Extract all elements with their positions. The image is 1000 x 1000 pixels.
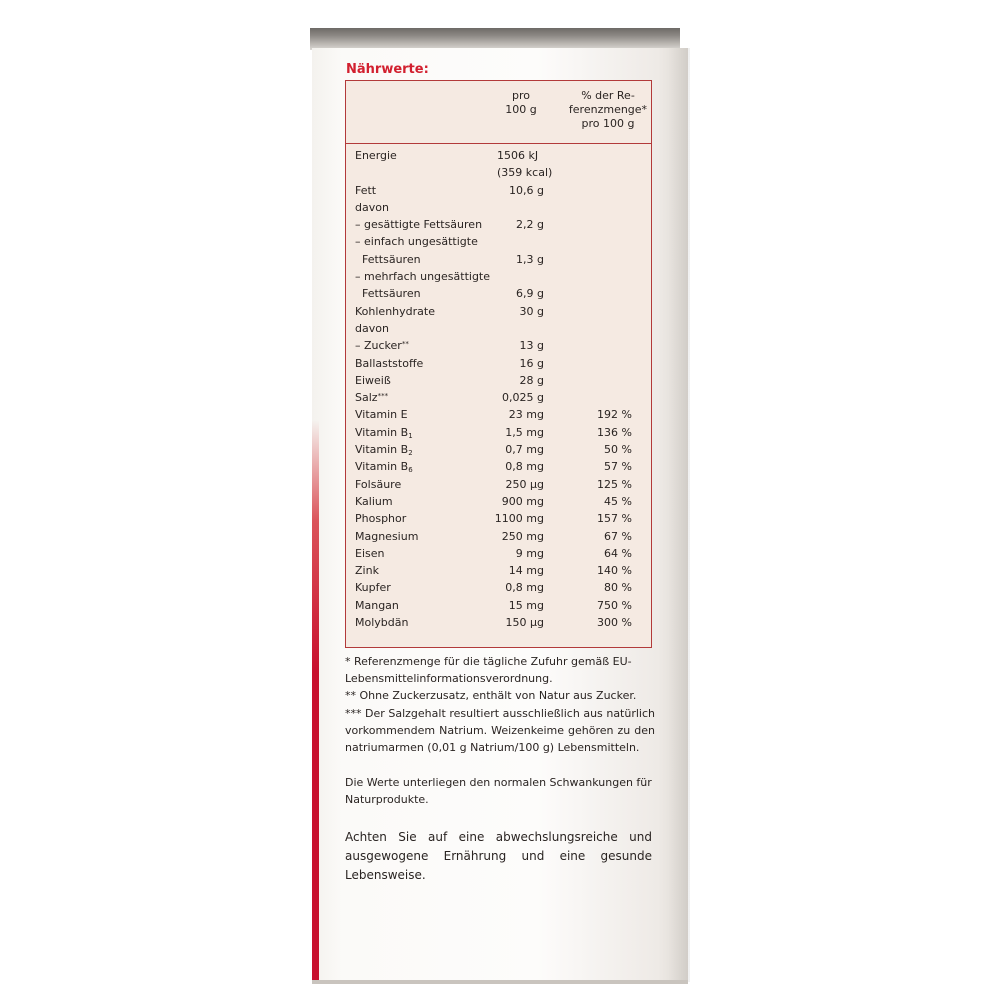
nutrient-name <box>355 355 423 372</box>
nutrient-name <box>355 182 376 199</box>
table-row <box>346 216 651 233</box>
nutrient-name-text: Folsäure <box>355 477 402 491</box>
table-row <box>346 528 651 545</box>
nutrient-reference-percent: 157 % <box>597 512 632 526</box>
nutrient-name-text: – mehrfach ungesättigte <box>355 270 491 284</box>
table-row <box>346 545 651 562</box>
nutrient-reference-percent: 45 % <box>604 494 632 508</box>
nutrient-reference-percent: 140 % <box>597 564 632 578</box>
nutrient-name <box>355 233 478 250</box>
table-row <box>346 597 651 614</box>
table-header <box>346 81 651 144</box>
nutrient-name-text: Salz <box>355 391 378 405</box>
nutrient-amount: 6,9 g <box>516 287 544 301</box>
footnote-sugar: ** Ohne Zuckerzusatz, enthält von Natur aus Zucker. <box>345 689 637 702</box>
nutrient-reference-percent: 192 % <box>597 408 632 422</box>
nutrient-reference-percent: 125 % <box>597 477 632 491</box>
nutrient-subscript: 6 <box>408 466 413 475</box>
nutrient-name <box>355 372 391 389</box>
table-row <box>346 147 651 164</box>
nutrient-reference-percent: 57 % <box>604 460 632 474</box>
column-header-line: % der Re- <box>581 89 635 102</box>
nutrient-name-text: Zink <box>355 564 379 578</box>
nutrient-name <box>355 303 435 320</box>
nutrient-name <box>355 216 482 233</box>
table-row <box>346 458 651 475</box>
table-row <box>346 493 651 510</box>
nutrient-footnote-mark: *** <box>377 392 389 401</box>
table-row <box>346 199 651 216</box>
nutrient-name <box>355 545 384 562</box>
nutrient-name-text: – Zucker <box>355 339 402 353</box>
nutrient-name-text: Energie <box>355 149 397 162</box>
nutrient-name-text: – gesättigte Fettsäuren <box>355 218 483 232</box>
nutrient-name <box>355 476 401 493</box>
nutrient-name <box>355 579 391 596</box>
nutrient-name-text: Kupfer <box>355 581 391 595</box>
nutrient-amount: 1,5 mg <box>505 425 544 439</box>
nutrient-name <box>355 493 393 510</box>
nutrient-name-text: Kalium <box>355 494 393 508</box>
nutrient-name-text: Molybdän <box>355 616 409 630</box>
table-row <box>346 303 651 320</box>
nutrient-name-text: Kohlenhydrate <box>355 304 435 318</box>
nutrient-name <box>355 597 399 614</box>
table-row <box>346 268 651 285</box>
nutrient-name <box>355 251 421 268</box>
table-row <box>346 164 651 181</box>
nutrient-amount: 10,6 g <box>509 183 544 197</box>
footnote-reference: * Referenzmenge für die tägliche Zufuhr gemäß EU-Lebensmittelinformationsverordnung. <box>345 655 632 685</box>
nutrient-amount: 900 mg <box>501 494 544 508</box>
package-edge-shade <box>668 48 690 982</box>
table-row <box>346 233 651 250</box>
nutrient-amount: 0,7 mg <box>505 443 544 457</box>
nutrient-amount: 14 mg <box>508 564 544 578</box>
nutrient-amount: 1100 mg <box>494 512 544 526</box>
nutrient-name-text: – einfach ungesättigte <box>355 235 478 249</box>
nutrient-reference-percent: 136 % <box>597 425 632 439</box>
table-row <box>346 424 651 441</box>
nutrient-amount: 28 g <box>519 373 544 387</box>
nutrient-name <box>355 337 409 354</box>
nutrient-subscript: 1 <box>408 431 413 440</box>
nutrient-name-text: Mangan <box>355 598 399 612</box>
column-header-line: pro 100 g <box>581 117 635 130</box>
table-row <box>346 562 651 579</box>
nutrition-table <box>345 80 652 648</box>
nutrient-name-text: davon <box>355 321 389 335</box>
column-header-line: 100 g <box>505 103 537 116</box>
nutrient-reference-percent: 80 % <box>604 581 632 595</box>
nutrient-reference-percent: 64 % <box>604 546 632 560</box>
nutrient-name-text: Phosphor <box>355 512 407 526</box>
column-header-line: ferenzmenge* <box>568 103 648 116</box>
nutrient-amount: 2,2 g <box>516 218 544 232</box>
nutrient-name-text: Vitamin B <box>355 425 409 439</box>
nutrient-reference-percent: 300 % <box>597 616 632 630</box>
nutrient-name <box>355 510 406 527</box>
nutrient-name <box>355 199 389 216</box>
nutrient-name <box>355 528 418 545</box>
nutrient-subscript: 2 <box>408 449 413 458</box>
nutrient-name <box>355 614 408 631</box>
nutrient-name-text: Eiweiß <box>355 373 391 387</box>
nutrient-amount: 0,8 mg <box>505 460 544 474</box>
nutrient-amount: 23 mg <box>508 408 544 422</box>
table-row <box>346 614 651 631</box>
nutrient-amount: (359 kcal) <box>497 166 553 180</box>
table-row <box>346 441 651 458</box>
table-row <box>346 337 651 354</box>
nutrient-footnote-mark: ** <box>401 340 409 349</box>
footnote-variation: Die Werte unterliegen den normalen Schwankungen für Naturprodukte. <box>345 776 652 806</box>
nutrition-heading: Nährwerte: <box>346 62 429 77</box>
box-bottom-edge <box>312 980 688 984</box>
nutrient-name <box>355 389 388 406</box>
table-row <box>346 285 651 302</box>
nutrient-name <box>355 406 408 423</box>
table-row <box>346 510 651 527</box>
table-row <box>346 406 651 423</box>
nutrient-name-text: Fettsäuren <box>355 287 421 301</box>
nutrient-name <box>355 285 421 302</box>
nutrient-name-text: Fettsäuren <box>355 252 421 266</box>
nutrient-amount: 250 µg <box>505 477 544 491</box>
nutrient-amount: 16 g <box>519 356 544 370</box>
nutrient-reference-percent: 67 % <box>604 529 632 543</box>
nutrient-name-text: Fett <box>355 183 377 197</box>
nutrient-name <box>355 458 413 475</box>
table-row <box>346 182 651 199</box>
table-row <box>346 251 651 268</box>
table-row <box>346 579 651 596</box>
nutrient-name-text: davon <box>355 200 389 214</box>
footnote-salt: *** Der Salzgehalt resultiert ausschließlich aus natürlich vorkommendem Natrium. Weizenkeime gehören zu den natriumarmen (0,01 g Natrium/100 g) Lebensmitteln. <box>345 707 655 754</box>
nutrient-reference-percent: 50 % <box>604 443 632 457</box>
nutrient-name <box>355 424 413 441</box>
nutrient-reference-percent: 750 % <box>597 598 632 612</box>
nutrient-name-text: Vitamin E <box>355 408 408 422</box>
nutrient-name <box>355 268 490 285</box>
nutrient-amount: 0,025 g <box>502 391 544 405</box>
nutrient-amount: 1,3 g <box>516 252 544 266</box>
nutrient-name <box>355 441 413 458</box>
nutrient-amount: 0,8 mg <box>505 581 544 595</box>
nutrient-name-text: Vitamin B <box>355 443 409 457</box>
nutrient-name-text: Magnesium <box>355 529 419 543</box>
nutrient-amount: 9 mg <box>515 546 544 560</box>
nutrient-name-text: Ballaststoffe <box>355 356 424 370</box>
nutrient-amount: 1506 kJ <box>497 149 539 162</box>
nutrient-name <box>355 562 379 579</box>
table-row <box>346 389 651 406</box>
table-row <box>346 320 651 337</box>
nutrient-amount: 150 µg <box>505 616 544 630</box>
diet-advice-text: Achten Sie auf eine abwechslungsreiche und ausgewogene Ernährung und eine gesunde Lebensweise. <box>345 830 652 882</box>
table-row <box>346 355 651 372</box>
table-row <box>346 476 651 493</box>
table-row <box>346 372 651 389</box>
column-header-reference <box>566 89 650 131</box>
column-header-line: pro <box>512 89 530 102</box>
nutrient-name-text: Eisen <box>355 546 385 560</box>
nutrient-name-text: Vitamin B <box>355 460 409 474</box>
box-top-fold <box>310 28 680 50</box>
nutrient-amount: 15 mg <box>508 598 544 612</box>
nutrient-amount: 30 g <box>519 304 544 318</box>
red-edge-stripe <box>312 420 319 982</box>
nutrient-rows <box>346 147 651 631</box>
nutrient-amount: 250 mg <box>501 529 544 543</box>
column-header-per-100g <box>498 89 544 117</box>
nutrient-name <box>355 320 389 337</box>
nutrient-name <box>355 147 397 164</box>
nutrient-amount: 13 g <box>519 339 544 353</box>
